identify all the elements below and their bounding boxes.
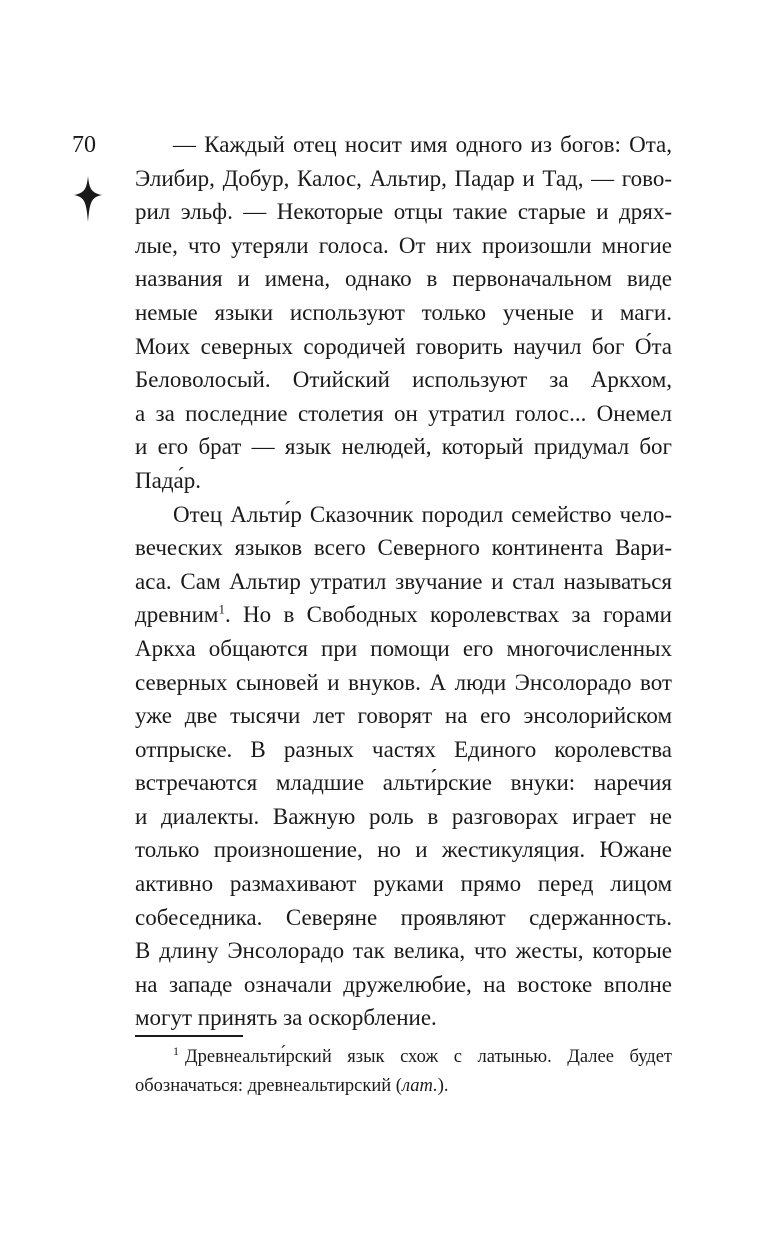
text-line: веческих языков всего Северного континента Вари- [135, 535, 672, 561]
text-line: и его брат — язык нелюдей, который придумал бог [135, 434, 672, 460]
text-line: собеседника. Северяне проявляют сдержанность. [135, 904, 672, 930]
text-line: уже две тысячи лет говорят на его энсолорийском [135, 703, 672, 729]
text-line: могут принять за оскорбление. [135, 1005, 437, 1031]
footnote-line [135, 1043, 672, 1072]
text-line: северных сыновей и внуков. А люди Энсолорадо вот [135, 669, 672, 695]
text-line: Аркха общаются при помощи его многочисленных [135, 635, 672, 661]
text-line: — Каждый отец носит имя одного из богов: Ота, [173, 132, 672, 157]
text-line: встречаются младшие альти́рские внуки: наречия [135, 770, 672, 796]
text-line: Пада́р. [135, 467, 201, 493]
paragraph-1 [135, 128, 672, 498]
footnote-text: обозначаться: древнеальтирский ( [135, 1076, 402, 1096]
footnote-divider [135, 1035, 243, 1037]
footnote-text: Древнеальти́рский язык схож с латынью. Далее будет [185, 1047, 672, 1067]
text-line: В длину Энсолорадо так велика, что жесты, которые [135, 938, 672, 964]
text-line: и диалекты. Важную роль в разговорах играет не [135, 803, 672, 829]
four-point-star-icon [74, 176, 102, 222]
text-line: лые, что утеряли голоса. От них произошли многие [135, 232, 672, 258]
text-line: Моих северных сородичей говорить научил бог О́та [135, 333, 672, 359]
text-line: а за последние столетия он утратил голос... Онемел [135, 400, 672, 426]
text-line: аса. Сам Альтир утратил звучание и стал называться [135, 568, 672, 594]
text-line: только произношение, но и жестикуляция. Южане [135, 837, 672, 863]
page-number: 70 [72, 132, 96, 158]
footnote-line [135, 1072, 672, 1101]
text-line-with-footnote [135, 598, 672, 632]
paragraph-2 [135, 498, 672, 1036]
text-line: рил эльф. — Некоторые отцы такие старые и дрях- [135, 199, 672, 225]
text-line: немые языки используют только ученые и маги. [135, 299, 672, 325]
text-line: Элибир, Добур, Калос, Альтир, Падар и Тад, — гово- [135, 165, 672, 191]
footnote [135, 1043, 672, 1101]
text-line: активно размахивают руками прямо перед лицом [135, 871, 672, 897]
text-line: Отец Альти́р Сказочник породил семейство чело- [173, 501, 672, 527]
text-fragment: . Но в Свободных королевствах за горами [224, 602, 672, 628]
body-text [135, 128, 672, 1035]
text-line: Беловолосый. Отийский используют за Аркхом, [135, 367, 672, 393]
footnote-marker: 1 [173, 1043, 179, 1058]
footnote-reference[interactable]: 1 [218, 601, 225, 617]
text-line: названия и имена, однако в первоначальном виде [135, 266, 672, 292]
text-line: отпрыске. В разных частях Единого королевства [135, 736, 672, 762]
footnote-text: ). [437, 1076, 449, 1096]
text-fragment: древним [135, 602, 219, 628]
latin-abbreviation: лат. [401, 1076, 438, 1096]
text-line: на западе означали дружелюбие, на востоке вполне [135, 971, 672, 997]
